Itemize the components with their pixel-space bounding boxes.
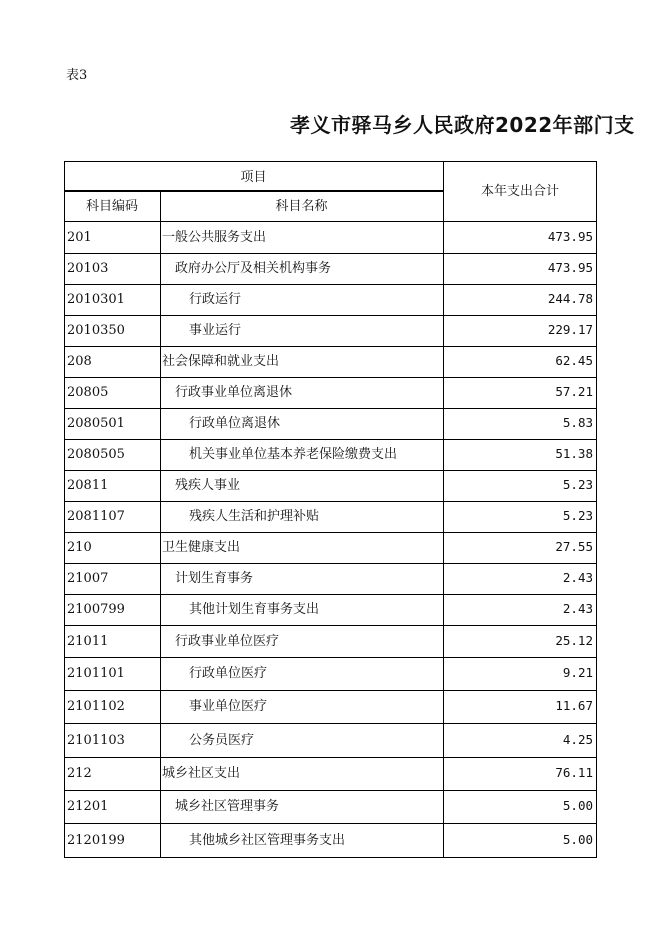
- row-code: 20811: [67, 478, 109, 493]
- row-name: 机关事业单位基本养老保险缴费支出: [189, 447, 398, 462]
- grid-hline: [64, 532, 597, 533]
- row-amount: 4.25: [562, 732, 593, 747]
- row-code: 2080505: [67, 447, 125, 462]
- row-name: 社会保障和就业支出: [162, 354, 280, 369]
- row-amount: 5.23: [562, 508, 593, 523]
- row-code: 201: [67, 230, 92, 245]
- header-total: 本年支出合计: [480, 184, 559, 199]
- row-code: 20103: [67, 261, 109, 276]
- grid-hline: [64, 857, 597, 858]
- grid-hline: [64, 315, 597, 316]
- row-amount: 27.55: [555, 539, 593, 554]
- row-amount: 76.11: [555, 765, 593, 780]
- row-amount: 5.00: [562, 798, 593, 813]
- row-name: 政府办公厅及相关机构事务: [175, 261, 332, 276]
- row-amount: 62.45: [555, 353, 593, 368]
- grid-hline: [64, 690, 597, 691]
- row-amount: 2.43: [562, 570, 593, 585]
- row-amount: 11.67: [555, 698, 593, 713]
- grid-hline: [64, 657, 597, 658]
- grid-vline: [443, 161, 444, 857]
- row-amount: 5.00: [562, 832, 593, 847]
- grid-vline: [596, 161, 597, 857]
- grid-vline: [64, 161, 65, 857]
- page-title: 孝义市驿马乡人民政府2022年部门支: [290, 113, 635, 137]
- row-amount: 25.12: [555, 633, 593, 648]
- header-project: 项目: [240, 170, 267, 185]
- row-name: 行政事业单位离退休: [175, 385, 293, 400]
- row-name: 计划生育事务: [175, 571, 254, 586]
- row-name: 其他计划生育事务支出: [189, 602, 320, 617]
- row-name: 残疾人生活和护理补贴: [189, 509, 320, 524]
- row-name: 行政运行: [189, 292, 242, 307]
- row-code: 2081107: [67, 509, 125, 524]
- row-code: 21201: [67, 799, 109, 814]
- header-name: 科目名称: [275, 199, 328, 214]
- row-amount: 244.78: [547, 291, 593, 306]
- grid-hline: [64, 757, 597, 758]
- row-code: 2100799: [67, 602, 125, 617]
- row-code: 20805: [67, 385, 109, 400]
- grid-hline: [64, 563, 597, 564]
- row-code: 2101101: [67, 666, 125, 681]
- grid-hline: [64, 408, 597, 409]
- row-code: 208: [67, 354, 92, 369]
- grid-hline: [64, 221, 597, 222]
- row-code: 2120199: [67, 833, 125, 848]
- row-name: 城乡社区管理事务: [175, 799, 280, 814]
- grid-hline: [64, 377, 597, 378]
- row-name: 事业单位医疗: [189, 699, 268, 714]
- grid-hline: [64, 790, 597, 791]
- row-amount: 57.21: [555, 384, 593, 399]
- row-amount: 2.43: [562, 601, 593, 616]
- grid-hline: [64, 161, 597, 162]
- row-code: 2010301: [67, 292, 125, 307]
- row-name: 其他城乡社区管理事务支出: [189, 833, 346, 848]
- grid-hline: [64, 190, 443, 192]
- grid-hline: [64, 284, 597, 285]
- row-code: 21011: [67, 634, 109, 649]
- row-code: 2101102: [67, 699, 125, 714]
- row-name: 行政事业单位医疗: [175, 634, 280, 649]
- grid-hline: [64, 253, 597, 254]
- row-name: 事业运行: [189, 323, 242, 338]
- grid-hline: [64, 723, 597, 724]
- row-amount: 51.38: [555, 446, 593, 461]
- grid-hline: [64, 470, 597, 471]
- row-amount: 9.21: [562, 665, 593, 680]
- row-name: 一般公共服务支出: [162, 230, 267, 245]
- row-name: 城乡社区支出: [162, 766, 241, 781]
- grid-hline: [64, 594, 597, 595]
- grid-hline: [64, 346, 597, 347]
- expenditure-table: [64, 161, 597, 857]
- row-name: 残疾人事业: [175, 478, 241, 493]
- row-code: 210: [67, 540, 92, 555]
- grid-hline: [64, 823, 597, 824]
- row-code: 2101103: [67, 733, 125, 748]
- grid-hline: [64, 439, 597, 440]
- row-code: 2080501: [67, 416, 125, 431]
- row-name: 行政单位医疗: [189, 666, 268, 681]
- table-label: 表3: [66, 68, 88, 83]
- row-code: 212: [67, 766, 92, 781]
- grid-hline: [64, 501, 597, 502]
- row-amount: 229.17: [547, 322, 593, 337]
- row-code: 2010350: [67, 323, 125, 338]
- header-code: 科目编码: [85, 199, 138, 214]
- row-name: 卫生健康支出: [162, 540, 241, 555]
- row-amount: 473.95: [547, 260, 593, 275]
- row-amount: 473.95: [547, 229, 593, 244]
- row-amount: 5.23: [562, 477, 593, 492]
- row-name: 行政单位离退休: [189, 416, 281, 431]
- grid-hline: [64, 625, 597, 626]
- row-amount: 5.83: [562, 415, 593, 430]
- row-name: 公务员医疗: [189, 733, 255, 748]
- row-code: 21007: [67, 571, 109, 586]
